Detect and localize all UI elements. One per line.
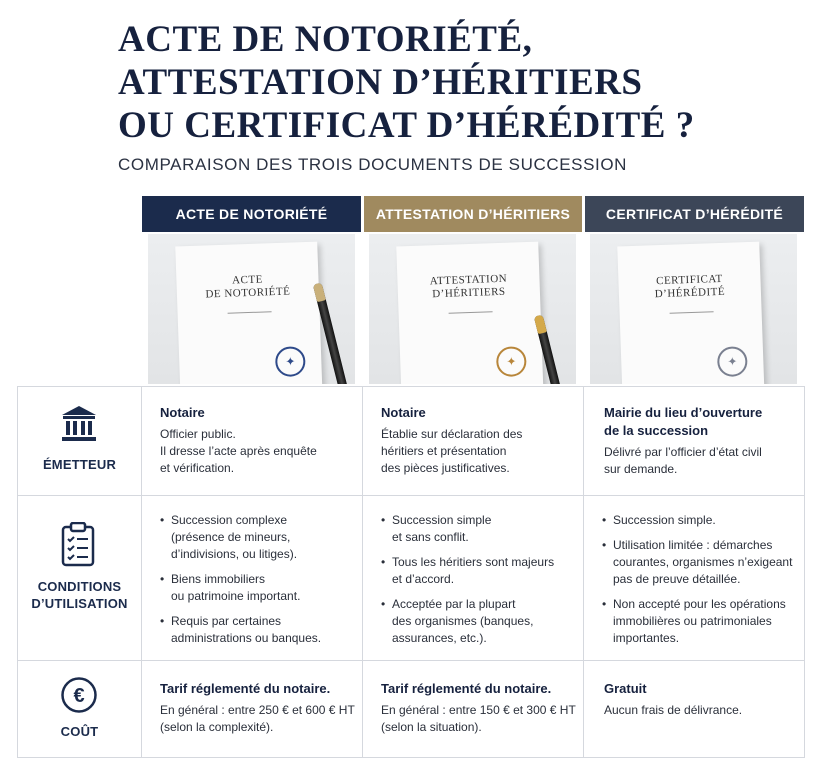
title-line-2: ATTESTATION D’HÉRITIERS xyxy=(118,62,643,103)
document-paper xyxy=(617,242,764,384)
page-title xyxy=(118,18,818,147)
table-divider xyxy=(17,495,805,496)
list-item: • Tous les héritiers sont majeurs et d’accord. xyxy=(381,554,579,588)
title-line-1: ACTE DE NOTORIÉTÉ, xyxy=(118,19,533,60)
list-item: • Utilisation limitée : démarches courantes, organismes n’exigeant pas de preuve détaillée. xyxy=(602,537,802,588)
list-item: • Acceptée par la plupart des organismes (banques, assurances, etc.). xyxy=(381,596,579,647)
table-divider xyxy=(17,660,805,661)
signature-line xyxy=(670,311,714,314)
seal-icon: ✦ xyxy=(275,346,306,377)
euro-icon xyxy=(60,676,98,719)
signature-line xyxy=(449,311,493,314)
table-divider xyxy=(362,386,363,758)
cell-emetteur-acte: Notaire Officier public. Il dresse l’acte après enquête et vérification. xyxy=(160,405,317,475)
list-item: • Requis par certaines administrations ou banques. xyxy=(160,613,358,647)
institution-icon xyxy=(59,403,99,448)
cell-cout-certificat: Gratuit Aucun frais de délivrance. xyxy=(604,681,743,717)
cell-cout-acte: Tarif réglementé du notaire. En général : entre 250 € et 600 € HT (selon la complexité). xyxy=(160,681,355,734)
list-item: • Biens immobiliers ou patrimoine important. xyxy=(160,571,358,605)
seal-icon: ✦ xyxy=(496,346,527,377)
cell-conditions-acte xyxy=(160,512,358,655)
column-header-certificat: CERTIFICAT D’HÉRÉDITÉ xyxy=(585,196,804,232)
page-subtitle: COMPARAISON DES TROIS DOCUMENTS DE SUCCESSION xyxy=(118,155,628,174)
cell-conditions-certificat xyxy=(602,512,802,655)
document-title: ACTE DE NOTORIÉTÉ xyxy=(205,273,291,301)
row-label-cout: COÛT xyxy=(60,724,99,739)
list-item: • Succession complexe (présence de mineurs, d’indivisions, ou litiges). xyxy=(160,512,358,563)
title-line-3: OU CERTIFICAT D’HÉRÉDITÉ ? xyxy=(118,105,695,146)
column-header-acte: ACTE DE NOTORIÉTÉ xyxy=(142,196,361,232)
cell-emetteur-attestation: Notaire Établie sur déclaration des héritiers et présentation des pièces justificatives. xyxy=(381,405,523,475)
document-paper xyxy=(396,242,543,384)
cell-conditions-attestation xyxy=(381,512,579,655)
list-item: • Succession simple. xyxy=(602,512,802,529)
document-title: ATTESTATION D’HÉRITIERS xyxy=(429,272,508,301)
list-item: • Non accepté pour les opérations immobilières ou patrimoniales importantes. xyxy=(602,596,802,647)
document-title: CERTIFICAT D’HÉRÉDITÉ xyxy=(654,272,726,301)
cell-cout-attestation: Tarif réglementé du notaire. En général : entre 150 € et 300 € HT (selon la situation). xyxy=(381,681,576,734)
cell-emetteur-certificat: Mairie du lieu d’ouverture de la succession Délivré par l’officier d’état civil sur demande. xyxy=(604,405,763,476)
column-header-attestation: ATTESTATION D’HÉRITIERS xyxy=(364,196,582,232)
document-image-certificat xyxy=(590,234,797,384)
checklist-icon xyxy=(60,522,96,573)
row-label-emetteur: ÉMETTEUR xyxy=(42,457,117,472)
document-image-attestation xyxy=(369,234,576,384)
document-paper xyxy=(175,242,322,384)
seal-icon: ✦ xyxy=(717,346,748,377)
document-image-acte xyxy=(148,234,355,384)
row-label-conditions: CONDITIONS D’UTILISATION xyxy=(31,579,128,611)
list-item: • Succession simple et sans conflit. xyxy=(381,512,579,546)
table-divider xyxy=(583,386,584,758)
table-divider xyxy=(141,386,142,758)
svg-text:€: € xyxy=(73,685,85,707)
signature-line xyxy=(228,311,272,314)
